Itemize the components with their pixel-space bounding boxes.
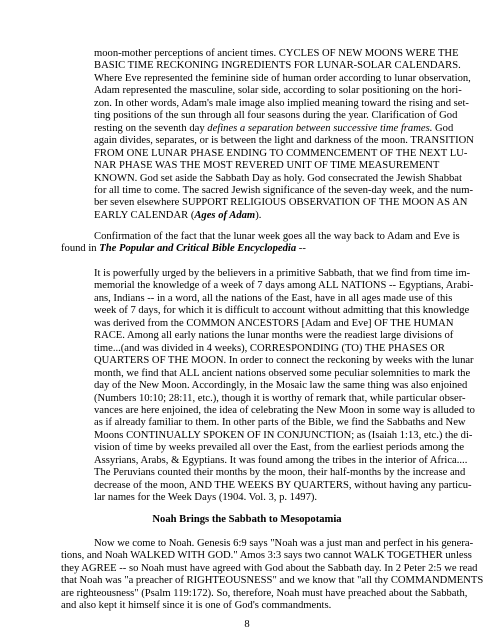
text-line: KNOWN. God set aside the Sabbath Day as holy. God consecrated the Jewish Shabbat (94, 172, 462, 184)
text-line: The Peruvians counted their months by the moon, their half-months by the increase and (94, 467, 466, 479)
text-line: BASIC TIME RECKONING INGREDIENTS FOR LUNAR-SOLAR CALENDARS. (94, 60, 461, 72)
text-line: again divides, separates, or is between the light and darkness of the moon. TRANSITION (94, 135, 474, 147)
emphasis-text: defines a separation between successive time frames. (207, 122, 433, 134)
text-line: as if already familiar to them. In other parts of the Bible, we find the Sabbaths and New (94, 417, 466, 429)
text-line: decrease of the moon, AND THE WEEKS BY QUARTERS, without having any particu- (94, 479, 472, 491)
text-line: are righteousness" (Psalm 119:172). So, therefore, Noah must have preached about the Sabbath, (61, 587, 468, 599)
paragraph-2 (61, 538, 484, 613)
text-line: vision of time by weeks prevailed all over the East, from the earliest periods among the (94, 442, 465, 454)
paragraph-1 (61, 231, 460, 256)
block-quote-1 (94, 48, 474, 222)
text-line: ans, Indians -- in a word, all the nations of the East, have in all ages made use of this (94, 292, 453, 304)
text-line: RACE. Among all early nations the lunar months were the readiest large divisions of (94, 330, 454, 342)
text-line: they AGREE -- so Noah must have agreed with God about the Sabbath day. In 2 Peter 2:5 we read (61, 562, 478, 574)
text-run: God (432, 122, 454, 134)
text-line: week of 7 days, for which it is difficult to account without admitting that this knowledge (94, 305, 470, 317)
text-line: month, we find that ALL ancient nations observed some peculiar solemnities to mark the (94, 367, 471, 379)
book-title: Ages of Adam (194, 209, 256, 221)
text-line: tions, and Noah WALKED WITH GOD." Amos 3:3 says two cannot WALK TOGETHER unless (61, 550, 472, 562)
book-title: The Popular and Critical Bible Encyclopedia (99, 243, 297, 255)
text-run: found in (61, 243, 100, 255)
text-line: lar names for the Week Days (1904. Vol. 3, p. 1497). (94, 492, 318, 504)
text-line: Where Eve represented the feminine side of human order according to lunar observation, (94, 72, 471, 84)
page-number: 8 (244, 619, 250, 630)
text-line: Now we come to Noah. Genesis 6:9 says "Noah was a just man and perfect in his genera- (94, 538, 474, 549)
text-line: ber seven elsewhere SUPPORT RELIGIOUS OBSERVATION OF THE MOON AS AN (94, 197, 468, 209)
text-run: EARLY CALENDAR ( (94, 209, 195, 221)
text-line: ting positions of the sun through all four seasons during the year. Clarification of God (94, 110, 458, 122)
text-line: time...(and was divided in 4 weeks), CORRESPONDING (TO) THE PHASES OR (94, 342, 445, 354)
text-line: vances are here enjoined, the idea of celebrating the New Moon in some way is alluded to (94, 404, 475, 416)
text-run: -- (296, 243, 306, 255)
text-line: Confirmation of the fact that the lunar week goes all the way back to Adam and Eve is (94, 231, 460, 242)
text-line: memorial the knowledge of a week of 7 days among ALL NATIONS -- Egyptians, Arabi- (94, 280, 474, 292)
block-quote-2 (94, 268, 475, 505)
text-line (94, 122, 454, 135)
text-line: Moons CONTINUALLY SPOKEN OF IN CONJUNCTION; as (Isaiah 1:13, etc.) the di- (94, 429, 473, 441)
text-line: Assyrians, Arabs, & Egyptians. It was found among the tribes in the interior of Africa.... (94, 454, 468, 466)
text-line: that Noah was "a preacher of RIGHTEOUSNESS" and we know that "all thy COMMANDMENTS (61, 575, 484, 587)
text-line: Adam represented the masculine, solar side, according to solar positioning on the hori- (94, 85, 462, 97)
text-line: and also kept it himself since it is one of God's commandments. (61, 600, 332, 612)
text-line: (Numbers 10:10; 28:11, etc.), though it is worthy of remark that, while particular obser- (94, 392, 466, 404)
section-heading: Noah Brings the Sabbath to Mesopotamia (152, 514, 342, 525)
text-line: for all time to come. The sacred Jewish significance of the seven-day week, and the num- (94, 184, 473, 196)
text-line (94, 210, 416, 222)
text-line: It is powerfully urged by the believers in a primitive Sabbath, that we find from time im- (94, 268, 471, 279)
text-line: day of the New Moon. Accordingly, in the Mosaic law the same thing was also enjoined (94, 380, 468, 392)
text-line: QUARTERS OF THE MOON. In order to connect the reckoning by weeks with the lunar (94, 355, 474, 367)
text-run: ). (255, 209, 262, 221)
text-line: zon. In other words, Adam's male image also implied meaning toward the rising and set- (94, 97, 469, 109)
text-line (61, 243, 433, 255)
text-line: NAR PHASE WAS THE MOST REVERED UNIT OF TIME MEASUREMENT (94, 160, 440, 172)
text-line: moon-mother perceptions of ancient times. CYCLES OF NEW MOONS WERE THE (94, 48, 459, 59)
text-run: resting on the seventh day (94, 122, 208, 134)
text-line: was derived from the COMMON ANCESTORS [Adam and Eve] OF THE HUMAN (94, 317, 454, 329)
text-line: FROM ONE LUNAR PHASE ENDING TO COMMENCEMENT OF THE NEXT LU- (94, 147, 468, 159)
